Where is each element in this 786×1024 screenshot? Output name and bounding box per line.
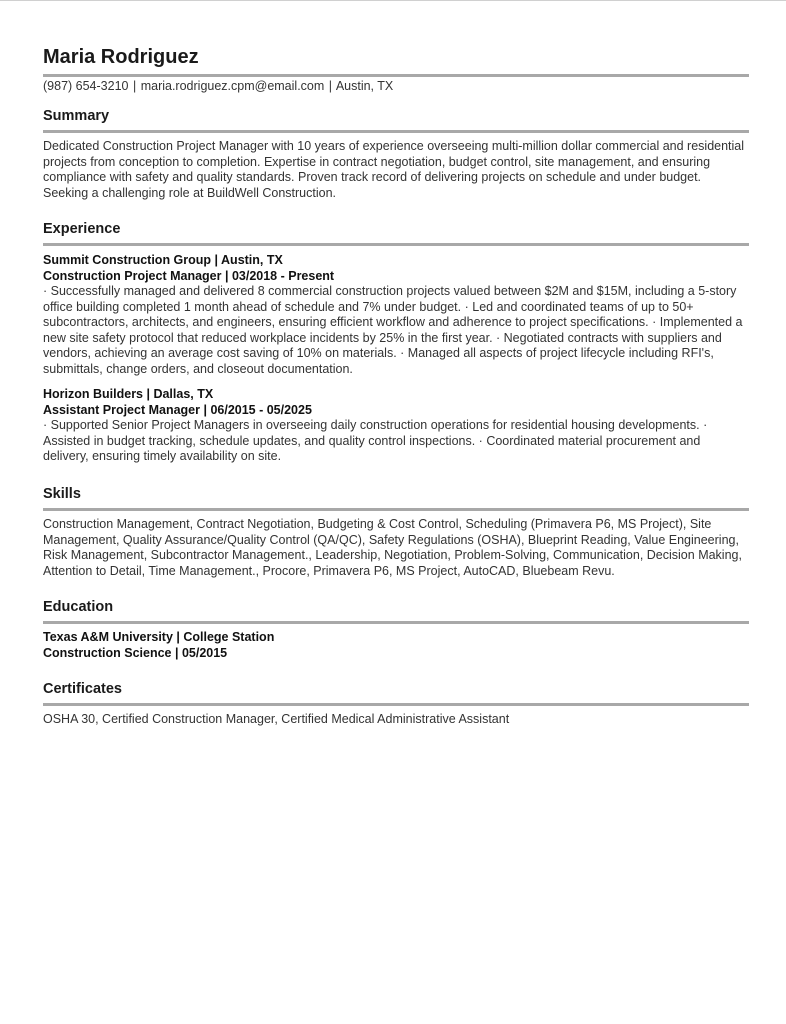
job-details: · Successfully managed and delivered 8 commercial construction projects valued between $2M and $15M, including a 5-story office building completed 1 month ahead of schedule and 7% under budget. · Led and coordinated teams of up to 50+ subcontractors, architects, and engineers, ensuring efficient workflow and adherence to project specifications. · Implemented a new site safety protocol that reduced workplace incidents by 25% in the first year. · Negotiated contracts with suppliers and vendors, achieving an average cost saving of 10% on materials. · Managed all aspects of project lifecycle including RFI's, submittals, change orders, and closeout documentation.	[43, 284, 743, 376]
education-divider	[43, 621, 749, 624]
job-details: · Supported Senior Project Managers in overseeing daily construction operations for residential housing developments. · Assisted in budget tracking, schedule updates, and quality control inspections. · Coordinated material procurement and delivery, ensuring timely availability on site.	[43, 418, 708, 463]
contact-separator: |	[328, 79, 333, 93]
summary-text: Dedicated Construction Project Manager with 10 years of experience overseeing multi-million dollar commercial and residential projects from conception to completion. Expertise in contract negotiation, budget control, site management, and ensuring compliance with safety and quality standards. Proven track record of delivering projects on schedule and under budget. Seeking a challenging role at BuildWell Construction.	[43, 139, 745, 200]
header-divider	[43, 74, 749, 77]
skills-heading: Skills	[43, 486, 81, 502]
job-entry	[43, 253, 749, 377]
skills-section	[43, 485, 749, 579]
summary-heading: Summary	[43, 108, 110, 124]
job-role: Construction Project Manager | 03/2018 - Present	[43, 268, 335, 283]
education-entry	[43, 630, 749, 661]
certificates-section	[43, 680, 749, 728]
education-section	[43, 598, 749, 661]
experience-section	[43, 220, 749, 465]
job-company: Horizon Builders | Dallas, TX	[43, 387, 214, 401]
contact-location: Austin, TX	[335, 79, 394, 93]
education-degree: Construction Science | 05/2015	[43, 645, 228, 660]
education-heading: Education	[43, 599, 114, 615]
contact-email: maria.rodriguez.cpm@email.com	[140, 79, 325, 93]
certificates-divider	[43, 703, 749, 706]
skills-text: Construction Management, Contract Negotiation, Budgeting & Cost Control, Scheduling (Primavera P6, MS Project), Site Management, Quality Assurance/Quality Control (QA/QC), Safety Regulations (OSHA), Blueprint Reading, Value Engineering, Risk Management, Subcontractor Management., Leadership, Negotiation, Problem-Solving, Communication, Decision Making, Attention to Detail, Time Management., Procore, Primavera P6, MS Project, AutoCAD, Bluebeam Revu.	[43, 517, 742, 578]
resume-header	[43, 45, 749, 94]
job-role: Assistant Project Manager | 06/2015 - 05/2025	[43, 402, 312, 417]
summary-divider	[43, 130, 749, 133]
skills-divider	[43, 508, 749, 511]
education-school: Texas A&M University | College Station	[43, 630, 275, 644]
experience-divider	[43, 243, 749, 246]
contact-line	[43, 78, 749, 94]
experience-heading: Experience	[43, 221, 121, 237]
job-company: Summit Construction Group | Austin, TX	[43, 253, 283, 267]
contact-phone: (987) 654-3210	[43, 79, 129, 93]
certificates-heading: Certificates	[43, 681, 122, 697]
candidate-name: Maria Rodriguez	[43, 46, 199, 68]
summary-section	[43, 107, 749, 201]
contact-separator: |	[132, 79, 137, 93]
certificates-text: OSHA 30, Certified Construction Manager, Certified Medical Administrative Assistant	[43, 712, 510, 726]
job-entry	[43, 387, 749, 465]
